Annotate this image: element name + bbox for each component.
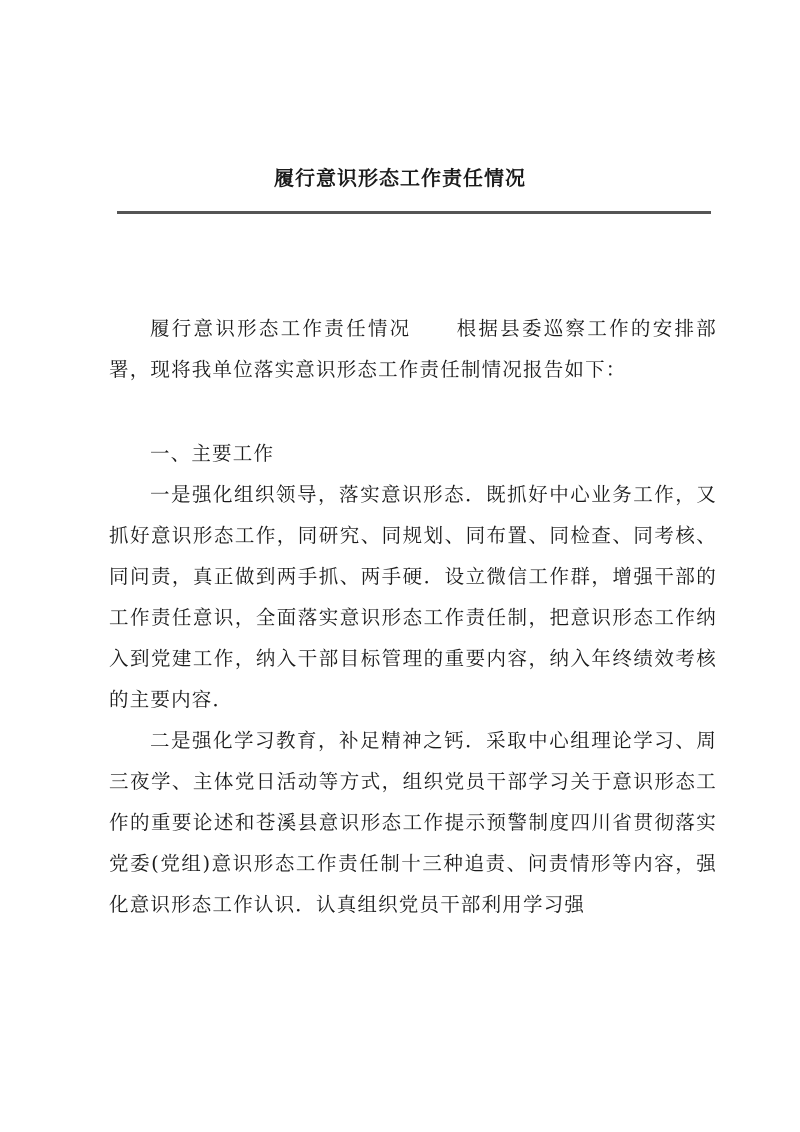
paragraph-2: 二是强化学习教育，补足精神之钙．采取中心组理论学习、周三夜学、主体党日活动等方式，组织党员干部学习关于意识形态工作的重要论述和苍溪县意识形态工作提示预警制度四川省贯彻落实党委(党组)意识形态工作责任制十三种追责、问责情形等内容，强化意识形态工作认识．认真组织党员干部利用学习强 [109,729,717,916]
intro-lead: 履行意识形态工作责任情况 [149,317,412,340]
title-divider [117,211,711,214]
intro-body: 根据县委巡察工作的安排部署，现将我单位落实意识形态工作责任制情况报告如下： [109,317,717,381]
intro-paragraph [109,308,717,390]
paragraph-1: 一是强化组织领导，落实意识形态．既抓好中心业务工作，又抓好意识形态工作，同研究、同规划、同布置、同检查、同考核、同问责，真正做到两手抓、两手硬．设立微信工作群，增强干部的工作责任意识，全面落实意识形态工作责任制，把意识形态工作纳入到党建工作，纳入干部目标管理的重要内容，纳入年终绩效考核的主要内容． [109,483,717,711]
section-heading: 一、主要工作 [149,442,275,465]
document-title: 履行意识形态工作责任情况 [274,166,526,190]
